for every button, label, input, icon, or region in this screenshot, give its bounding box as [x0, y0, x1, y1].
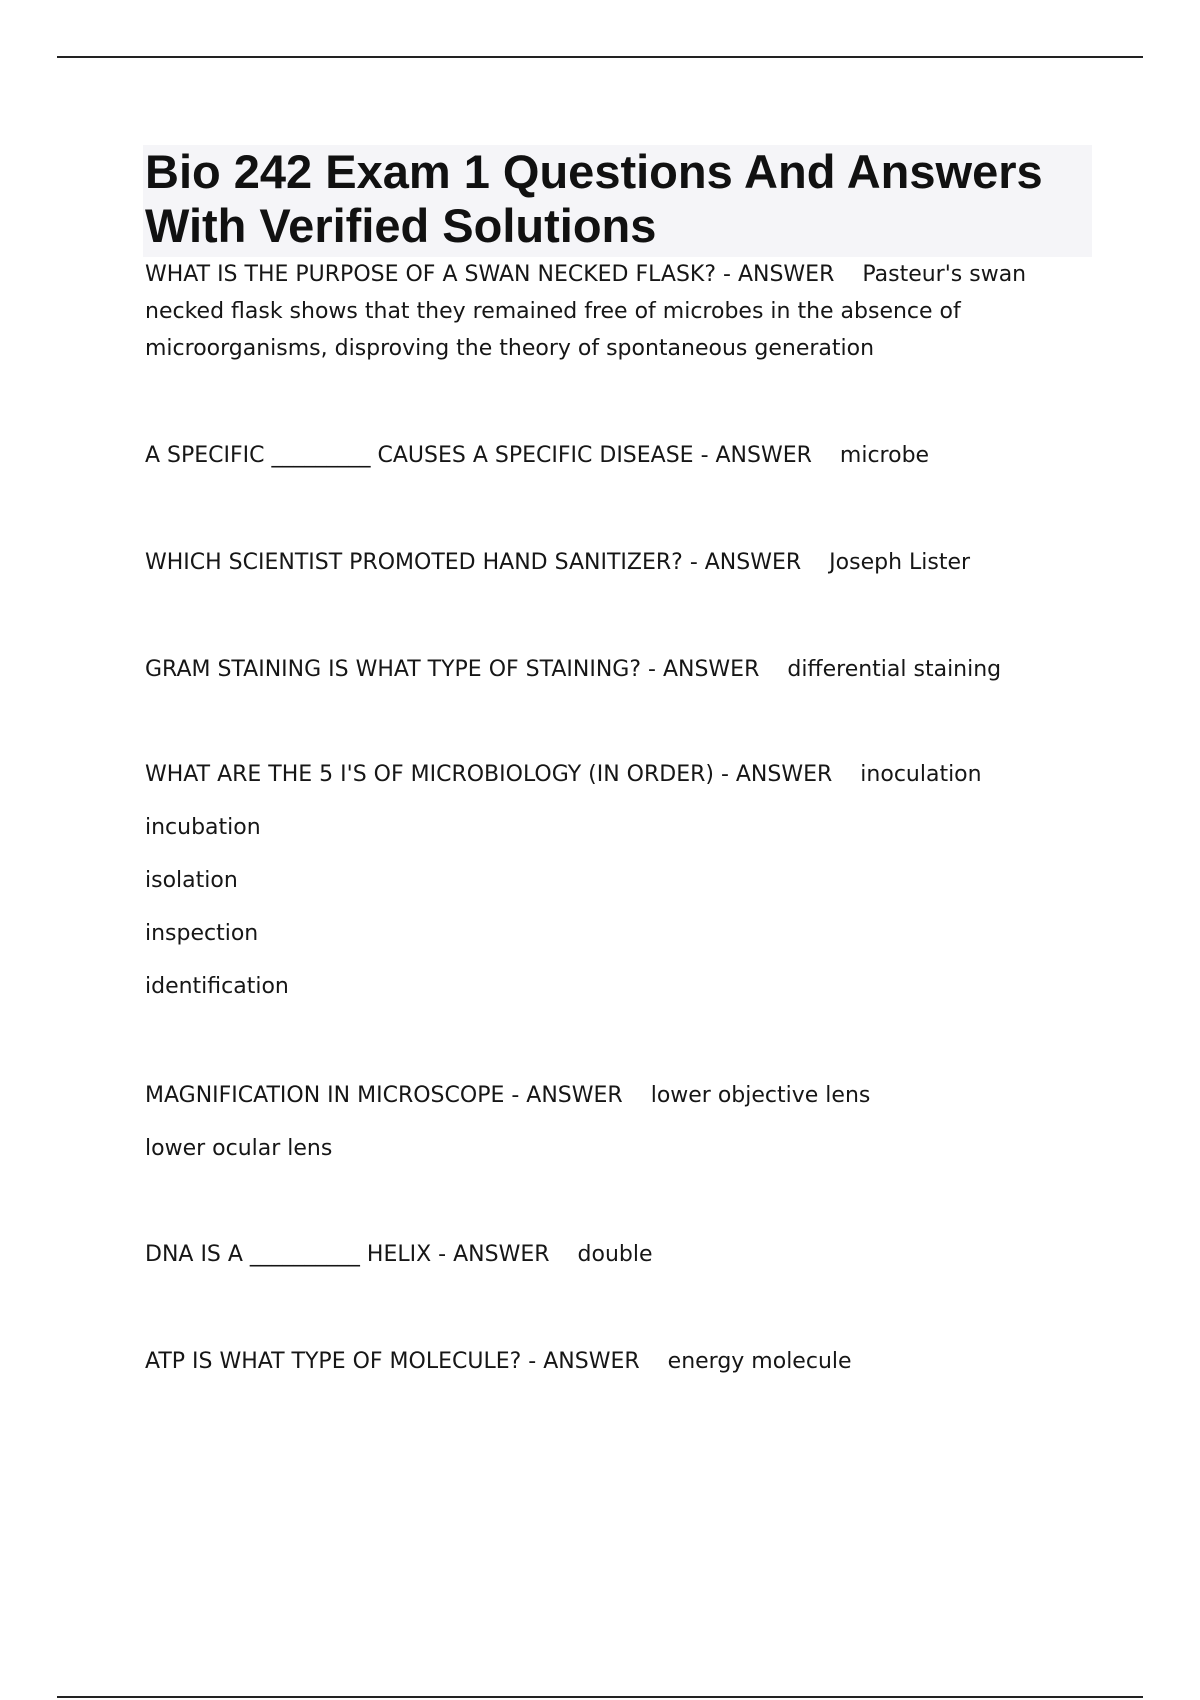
question-text: WHAT ARE THE 5 I'S OF MICROBIOLOGY (IN ORDER) - ANSWER	[145, 762, 833, 787]
answer-text: Joseph Lister	[829, 550, 971, 575]
top-rule	[57, 56, 1143, 58]
qa-item	[145, 437, 1085, 474]
qa-item	[145, 651, 1085, 688]
qa-item	[145, 1236, 1085, 1273]
answer-text: energy molecule	[667, 1349, 852, 1374]
answer-line: inspection	[145, 921, 259, 946]
answer-text: microbe	[839, 443, 930, 468]
question-text: WHICH SCIENTIST PROMOTED HAND SANITIZER? - ANSWER	[145, 550, 802, 575]
answer-text: differential staining	[787, 657, 1002, 682]
question-text: WHAT IS THE PURPOSE OF A SWAN NECKED FLASK? - ANSWER	[145, 262, 835, 287]
question-text: GRAM STAINING IS WHAT TYPE OF STAINING? - ANSWER	[145, 657, 760, 682]
title-block	[143, 145, 1092, 257]
question-text: MAGNIFICATION IN MICROSCOPE - ANSWER	[145, 1083, 623, 1108]
answer-line: isolation	[145, 868, 238, 893]
question-text: ATP IS WHAT TYPE OF MOLECULE? - ANSWER	[145, 1349, 640, 1374]
question-text: A SPECIFIC _________ CAUSES A SPECIFIC DISEASE - ANSWER	[145, 443, 812, 468]
qa-item	[145, 1343, 1085, 1380]
answer-text: double	[577, 1242, 653, 1267]
qa-item	[145, 756, 1085, 1013]
answer-text: lower objective lens	[650, 1083, 871, 1108]
qa-item	[145, 1077, 1085, 1175]
document-title: Bio 242 Exam 1 Questions And Answers With Verified Solutions	[145, 145, 1043, 252]
question-text: DNA IS A __________ HELIX - ANSWER	[145, 1242, 550, 1267]
answer-line: lower ocular lens	[145, 1136, 333, 1161]
bottom-rule	[57, 1696, 1143, 1698]
qa-item	[145, 256, 1085, 367]
qa-item	[145, 544, 1085, 581]
answer-text: Pasteur's swan necked flask shows that they remained free of microbes in the absence of microorganisms, disproving the theory of spontaneous generation	[145, 262, 1027, 361]
answer-line: identification	[145, 974, 289, 999]
answer-text: inoculation	[860, 762, 982, 787]
answer-line: incubation	[145, 815, 261, 840]
